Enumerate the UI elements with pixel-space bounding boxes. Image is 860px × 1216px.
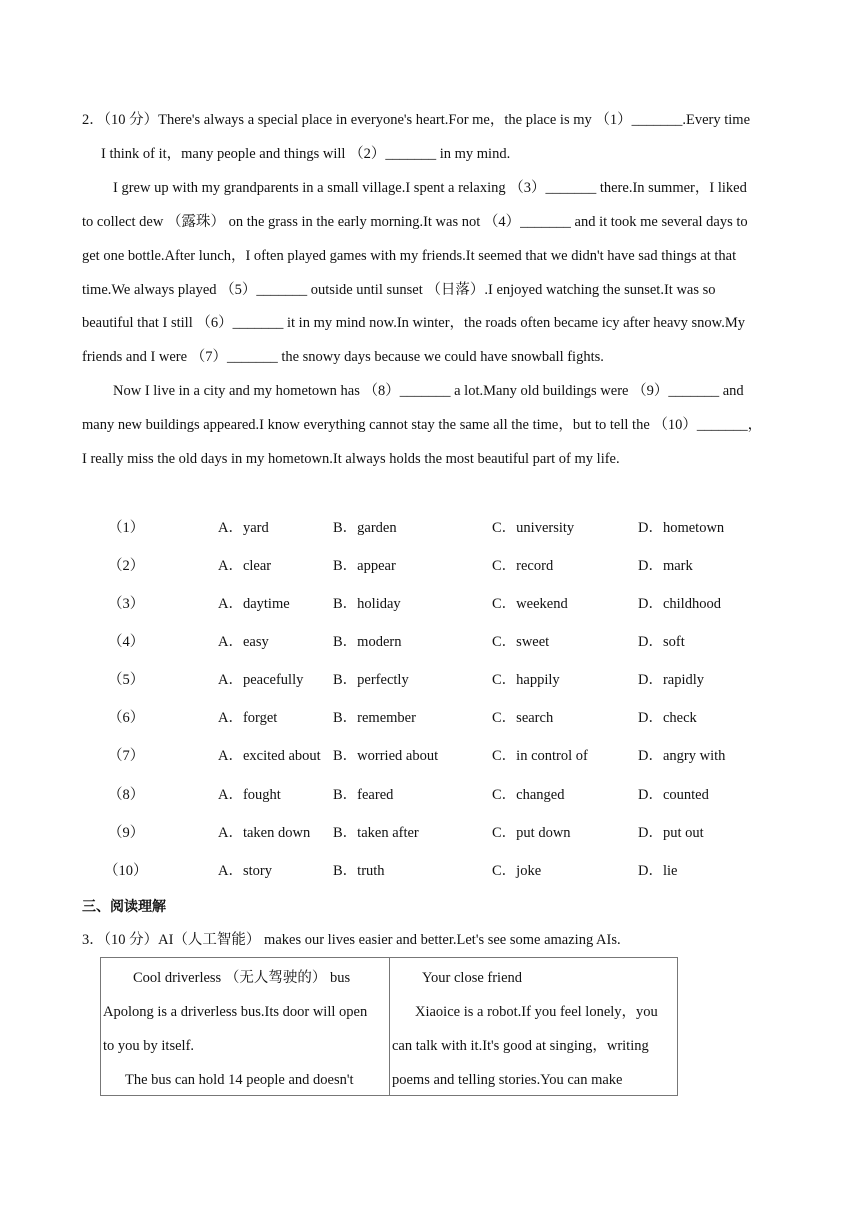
option-b[interactable]: B．feared xyxy=(333,787,394,803)
option-c[interactable]: C．search xyxy=(492,710,554,726)
option-d[interactable]: D．angry with xyxy=(638,748,726,764)
option-d[interactable]: D．childhood xyxy=(638,596,721,612)
option-b[interactable]: B．truth xyxy=(333,863,385,879)
option-a[interactable]: A．clear xyxy=(218,558,272,574)
option-number: （2） xyxy=(108,558,145,574)
option-c[interactable]: C．happily xyxy=(492,672,560,688)
cell-text-line: can talk with it.It's good at singing，writing xyxy=(392,1038,649,1054)
option-number: （8） xyxy=(108,787,145,803)
option-b[interactable]: B．garden xyxy=(333,520,397,536)
option-d[interactable]: D．put out xyxy=(638,825,704,841)
cell-title: Cool driverless （无人驾驶的） bus xyxy=(133,970,351,986)
option-c[interactable]: C．put down xyxy=(492,825,571,841)
option-d[interactable]: D．counted xyxy=(638,787,709,803)
option-c[interactable]: C．sweet xyxy=(492,634,550,650)
option-d[interactable]: D．check xyxy=(638,710,697,726)
option-d[interactable]: D．soft xyxy=(638,634,685,650)
option-number: （7） xyxy=(108,748,145,764)
q2-p3-line-1: Now I live in a city and my hometown has （8）_______ a lot.Many old buildings were （9）_______ and xyxy=(113,383,744,399)
q2-p3-line-3: I really miss the old days in my hometown.It always holds the most beautiful part of my life. xyxy=(82,451,620,467)
option-number: （10） xyxy=(104,863,148,879)
option-d[interactable]: D．hometown xyxy=(638,520,725,536)
option-row xyxy=(0,708,860,728)
option-a[interactable]: A．story xyxy=(218,863,272,879)
option-a[interactable]: A．fought xyxy=(218,787,281,803)
option-c[interactable]: C．changed xyxy=(492,787,565,803)
option-b[interactable]: B．perfectly xyxy=(333,672,409,688)
q3-intro: 3．（10 分）AI（人工智能） makes our lives easier and better.Let's see some amazing AIs. xyxy=(82,932,621,948)
option-a[interactable]: A．peacefully xyxy=(218,672,304,688)
option-row xyxy=(0,823,860,843)
q2-p2-line-1: I grew up with my grandparents in a small village.I spent a relaxing （3）_______ there.In summer，I liked xyxy=(113,180,747,196)
ai-cell-close-friend xyxy=(390,958,678,1096)
option-d[interactable]: D．rapidly xyxy=(638,672,705,688)
option-a[interactable]: A．yard xyxy=(218,520,269,536)
option-row xyxy=(0,556,860,576)
option-a[interactable]: A．taken down xyxy=(218,825,311,841)
q2-p2-line-2: to collect dew （露珠） on the grass in the early morning.It was not （4）_______ and it took me several days to xyxy=(82,214,748,230)
cell-text-line: The bus can hold 14 people and doesn't xyxy=(125,1072,354,1088)
option-row xyxy=(0,518,860,538)
option-row xyxy=(0,594,860,614)
option-b[interactable]: B．worried about xyxy=(333,748,439,764)
option-c[interactable]: C．university xyxy=(492,520,575,536)
q2-intro-line-2: I think of it，many people and things will （2）_______ in my mind. xyxy=(101,146,511,162)
option-number: （5） xyxy=(108,672,145,688)
option-b[interactable]: B．modern xyxy=(333,634,402,650)
ai-cell-driverless-bus xyxy=(101,958,390,1096)
option-a[interactable]: A．daytime xyxy=(218,596,290,612)
option-c[interactable]: C．weekend xyxy=(492,596,568,612)
q2-p2-line-6: friends and I were （7）_______ the snowy days because we could have snowball fights. xyxy=(82,349,604,365)
option-number: （9） xyxy=(108,825,145,841)
option-row xyxy=(0,861,860,881)
option-a[interactable]: A．excited about xyxy=(218,748,321,764)
option-d[interactable]: D．mark xyxy=(638,558,693,574)
option-b[interactable]: B．holiday xyxy=(333,596,401,612)
option-row xyxy=(0,785,860,805)
cell-title: Your close friend xyxy=(422,970,523,986)
option-row xyxy=(0,632,860,652)
option-number: （3） xyxy=(108,596,145,612)
option-number: （6） xyxy=(108,710,145,726)
option-c[interactable]: C．joke xyxy=(492,863,542,879)
option-number: （1） xyxy=(108,520,145,536)
cell-text-line: poems and telling stories.You can make xyxy=(392,1072,623,1088)
cell-text-line: Xiaoice is a robot.If you feel lonely，you xyxy=(415,1004,658,1020)
q2-p2-line-4: time.We always played （5）_______ outside until sunset （日落）.I enjoyed watching the sunset.It was so xyxy=(82,282,716,298)
cell-text-line: to you by itself. xyxy=(103,1038,195,1054)
q2-p3-line-2: many new buildings appeared.I know everything cannot stay the same all the time，but to tell the （10）_______， xyxy=(82,417,763,433)
option-row xyxy=(0,746,860,766)
option-c[interactable]: C．record xyxy=(492,558,554,574)
option-b[interactable]: B．taken after xyxy=(333,825,419,841)
q2-intro-line-1: 2．（10 分）There's always a special place in everyone's heart.For me，the place is my （1）_______.Every time xyxy=(82,112,751,128)
option-row xyxy=(0,670,860,690)
q2-p2-line-3: get one bottle.After lunch，I often played games with my friends.It seemed that we didn't have sad things at that xyxy=(82,248,737,264)
section-heading: 三、阅读理解 xyxy=(82,899,166,915)
option-a[interactable]: A．easy xyxy=(218,634,269,650)
option-b[interactable]: B．remember xyxy=(333,710,416,726)
option-a[interactable]: A．forget xyxy=(218,710,278,726)
option-d[interactable]: D．lie xyxy=(638,863,678,879)
q2-p2-line-5: beautiful that I still （6）_______ it in my mind now.In winter，the roads often became icy after heavy snow.My xyxy=(82,315,745,331)
ai-table xyxy=(100,957,678,1096)
option-number: （4） xyxy=(108,634,145,650)
option-b[interactable]: B．appear xyxy=(333,558,396,574)
cell-text-line: Apolong is a driverless bus.Its door will open xyxy=(103,1004,368,1020)
option-c[interactable]: C．in control of xyxy=(492,748,588,764)
